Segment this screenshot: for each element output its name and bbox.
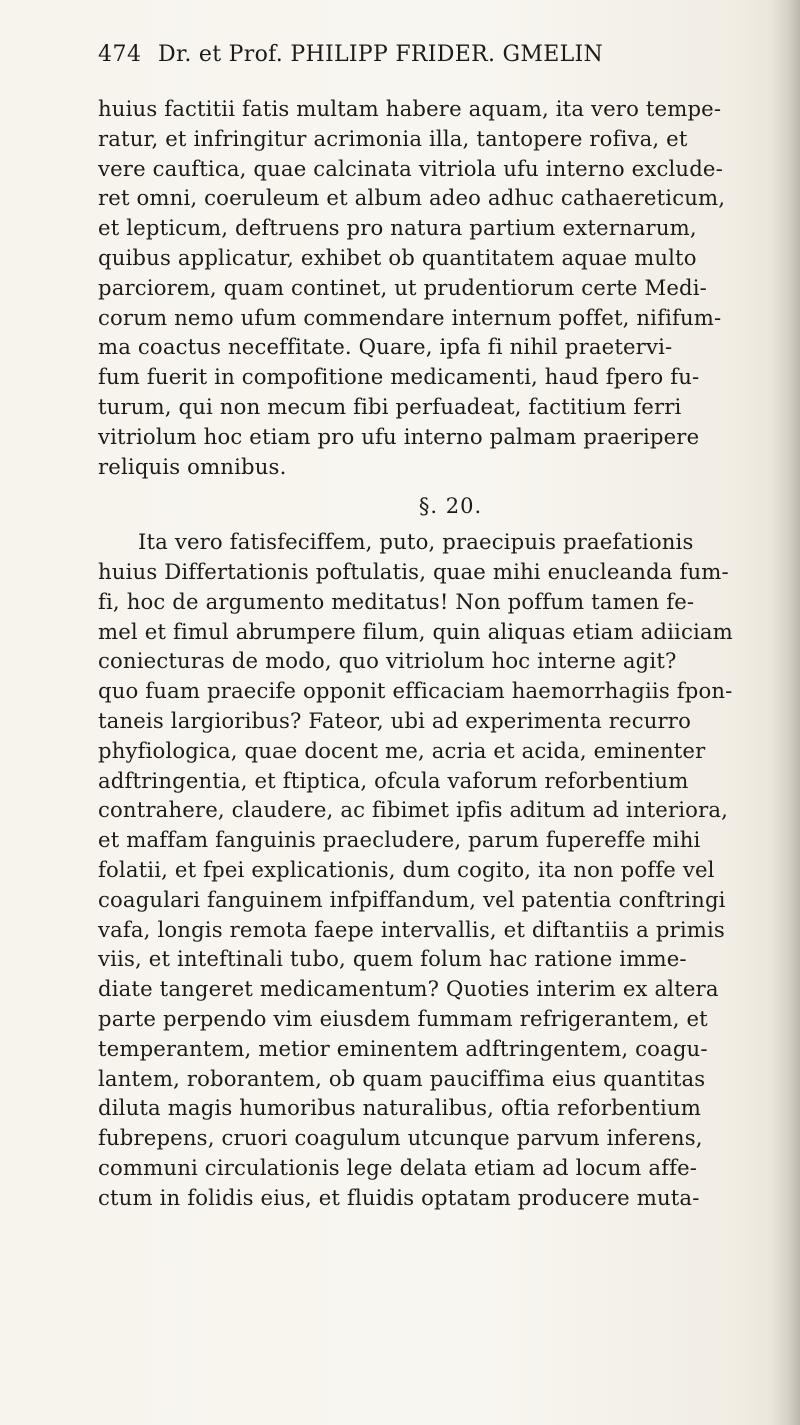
text-line: et maffam fanguinis praecludere, parum fupereffe mihi	[98, 827, 701, 853]
text-line: folatii, et fpei explicationis, dum cogito, ita non poffe vel	[98, 856, 715, 882]
text-line: parte perpendo vim eiusdem fummam refrigerantem, et	[98, 1005, 708, 1031]
text-line: temperantem, metior eminentem adftringentem, coagu-	[98, 1035, 708, 1061]
text-line: ratur, et infringitur acrimonia illa, tantopere rofiva, et	[98, 125, 688, 151]
text-line: lantem, roborantem, ob quam pauciffima eius quantitas	[98, 1065, 706, 1091]
text-line: vere cauftica, quae calcinata vitriola ufu interno exclude-	[98, 155, 723, 181]
text-line: coagulari fanguinem infpiffandum, vel patentia conftringi	[98, 886, 726, 912]
text-line: ma coactus neceffitate. Quare, ipfa fi nihil praetervi-	[98, 334, 673, 360]
text-line: ret omni, coeruleum et album adeo adhuc cathaereticum,	[98, 185, 726, 211]
page-edge-shadow	[770, 0, 800, 1425]
text-line: turum, qui non mecum fibi perfuadeat, factitium ferri	[98, 393, 682, 419]
running-head: Dr. et Prof. PHILIPP FRIDER. GMELIN	[158, 42, 604, 67]
paragraph	[98, 94, 763, 481]
text-line: contrahere, claudere, ac fibimet ipfis aditum ad interiora,	[98, 797, 729, 823]
text-line: huius Differtationis poftulatis, quae mihi enucleanda fum-	[98, 558, 729, 584]
page-header	[98, 42, 778, 82]
text-line: phyfiologica, quae docent me, acria et acida, eminenter	[98, 737, 706, 763]
text-line: Ita vero fatisfeciffem, puto, praecipuis praefationis	[138, 529, 694, 555]
text-line: corum nemo ufum commendare internum poffet, nififum-	[98, 304, 722, 330]
page-number: 474	[98, 42, 142, 67]
text-line: taneis largioribus? Fateor, ubi ad experimenta recurro	[98, 707, 691, 733]
text-line: coniecturas de modo, quo vitriolum hoc interne agit?	[98, 648, 677, 674]
text-line: quibus applicatur, exhibet ob quantitatem aquae multo	[98, 244, 697, 270]
text-line: et lepticum, deftruens pro natura partium externarum,	[98, 215, 697, 241]
paragraph	[98, 527, 763, 1212]
text-line: communi circulationis lege delata etiam ad locum affe-	[98, 1154, 698, 1180]
text-line: huius factitii fatis multam habere aquam, ita vero tempe-	[98, 96, 722, 121]
text-line: vafa, longis remota faepe intervallis, et diftantiis a primis	[98, 916, 725, 942]
text-line: adftringentia, et ftiptica, ofcula vaforum reforbentium	[98, 767, 689, 793]
text-line: fi, hoc de argumento meditatus! Non poffum tamen fe-	[98, 588, 695, 614]
text-line: parciorem, quam continet, ut prudentiorum certe Medi-	[98, 274, 707, 300]
text-line: ctum in folidis eius, et fluidis optatam producere muta-	[98, 1184, 700, 1210]
text-line: mel et fimul abrumpere filum, quin aliquas etiam adiiciam	[98, 618, 733, 644]
section-heading-row	[98, 491, 763, 521]
body-text	[98, 94, 763, 1212]
text-line: quo fuam praecife opponit efficaciam haemorrhagiis fpon-	[98, 678, 733, 704]
text-line: vitriolum hoc etiam pro ufu interno palmam praeripere	[98, 423, 700, 449]
section-heading: §. 20.	[418, 494, 483, 519]
text-line: diate tangeret medicamentum? Quoties interim ex altera	[98, 976, 719, 1002]
text-line: viis, et inteftinali tubo, quem folum hac ratione imme-	[98, 946, 687, 972]
text-line: reliquis omnibus.	[98, 453, 287, 479]
text-line: fubrepens, cruori coagulum utcunque parvum inferens,	[98, 1125, 703, 1151]
text-line: diluta magis humoribus naturalibus, oftia reforbentium	[98, 1095, 701, 1121]
text-line: fum fuerit in compofitione medicamenti, haud fpero fu-	[98, 364, 700, 390]
